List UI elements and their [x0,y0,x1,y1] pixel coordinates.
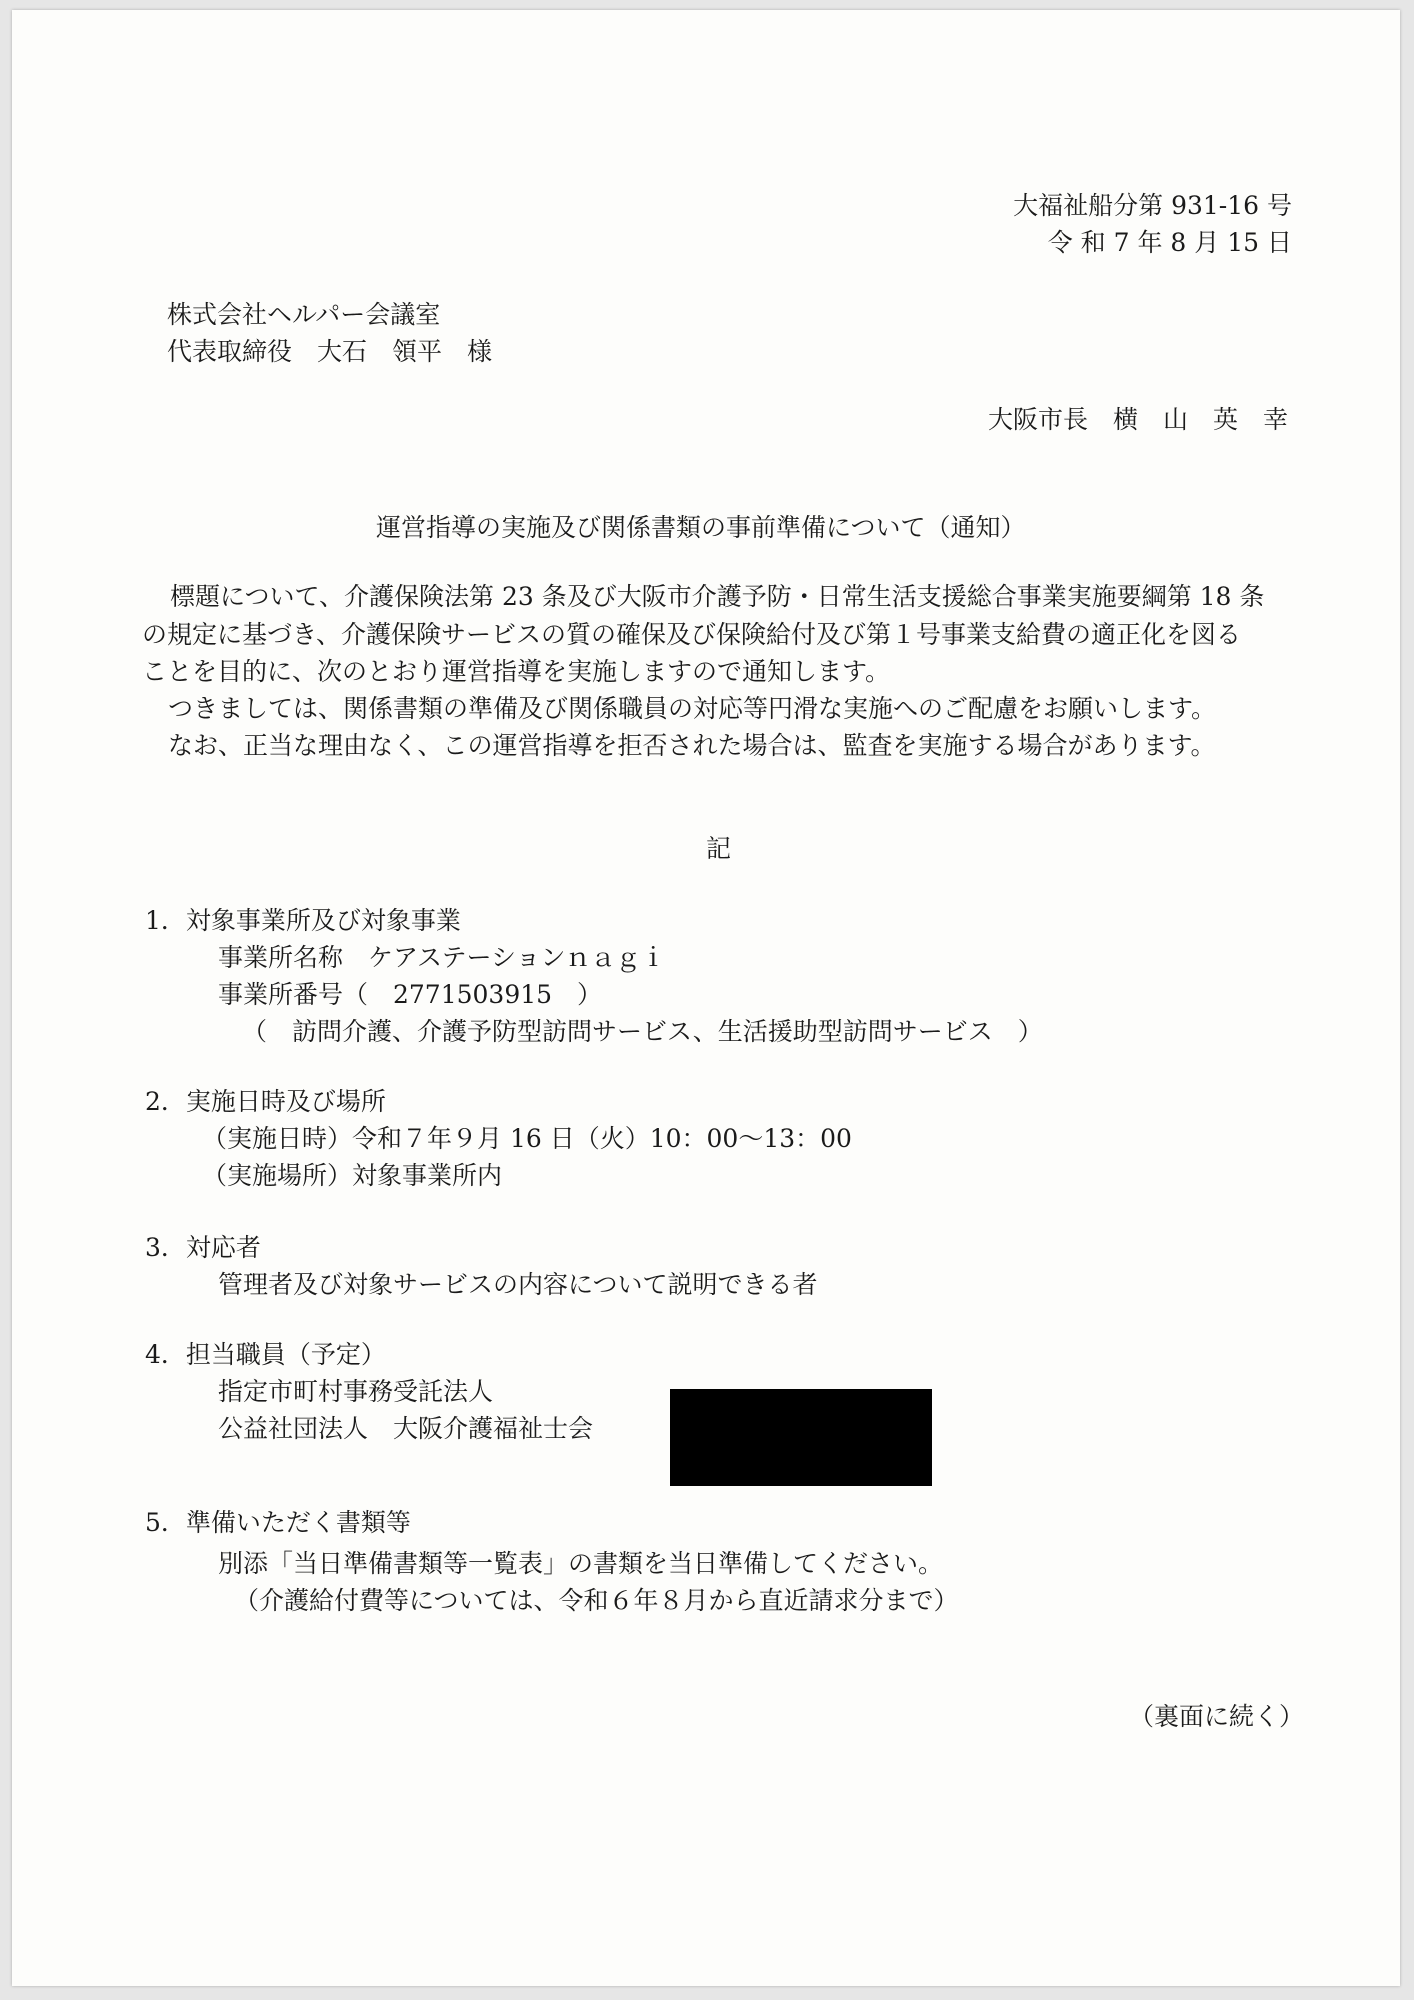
body-line-4: つきましては、関係書類の準備及び関係職員の対応等円滑な実施へのご配慮をお願いします。 [168,694,1217,723]
documents-line-1: 別添「当日準備書類等一覧表」の書類を当日準備してください。 [218,1549,944,1578]
document-number: 大福祉船分第 931-16 号 [1013,191,1292,220]
document-title: 運営指導の実施及び関係書類の事前準備について（通知） [376,513,1026,542]
office-name: 事業所名称 ケアステーションｎａｇｉ [218,943,666,972]
item-2-heading: 2．実施日時及び場所 [145,1087,386,1116]
documents-line-2: （介護給付費等については、令和６年８月から直近請求分まで） [234,1586,959,1615]
body-line-3: ことを目的に、次のとおり運営指導を実施しますので通知します。 [142,657,891,686]
target-services: （ 訪問介護、介護予防型訪問サービス、生活援助型訪問サービス ） [242,1017,1043,1046]
responder-text: 管理者及び対象サービスの内容について説明できる者 [218,1270,818,1299]
body-line-5: なお、正当な理由なく、この運営指導を拒否された場合は、監査を実施する場合があります。 [168,731,1216,760]
recipient-representative: 代表取締役 大石 領平 様 [167,337,493,366]
staff-line-1: 指定市町村事務受託法人 [218,1377,494,1406]
item-1-heading: 1．対象事業所及び対象事業 [145,906,461,935]
redaction-block [670,1389,932,1486]
implementation-datetime: （実施日時）令和７年９月 16 日（火）10：00～13：00 [202,1124,852,1153]
item-4-heading: 4．担当職員（予定） [145,1340,386,1369]
issue-date: 令 和 7 年 8 月 15 日 [1047,228,1292,257]
ki-marker: 記 [706,834,732,863]
recipient-company: 株式会社ヘルパー会議室 [167,300,441,329]
implementation-place: （実施場所）対象事業所内 [202,1161,503,1190]
staff-line-2: 公益社団法人 大阪介護福祉士会 [218,1414,594,1443]
body-line-2: の規定に基づき、介護保険サービスの質の確保及び保険給付及び第１号事業支給費の適正化を図る [142,620,1242,649]
body-line-1: 標題について、介護保険法第 23 条及び大阪市介護予防・日常生活支援総合事業実施要綱第 18 条 [170,582,1265,611]
item-3-heading: 3．対応者 [145,1233,261,1262]
document-page [12,10,1400,1986]
office-number: 事業所番号（ 2771503915 ） [218,980,603,1009]
item-5-heading: 5．準備いただく書類等 [145,1508,411,1537]
sender-name: 大阪市長 横 山 英 幸 [987,405,1288,434]
continued-note: （裏面に続く） [1128,1702,1304,1731]
